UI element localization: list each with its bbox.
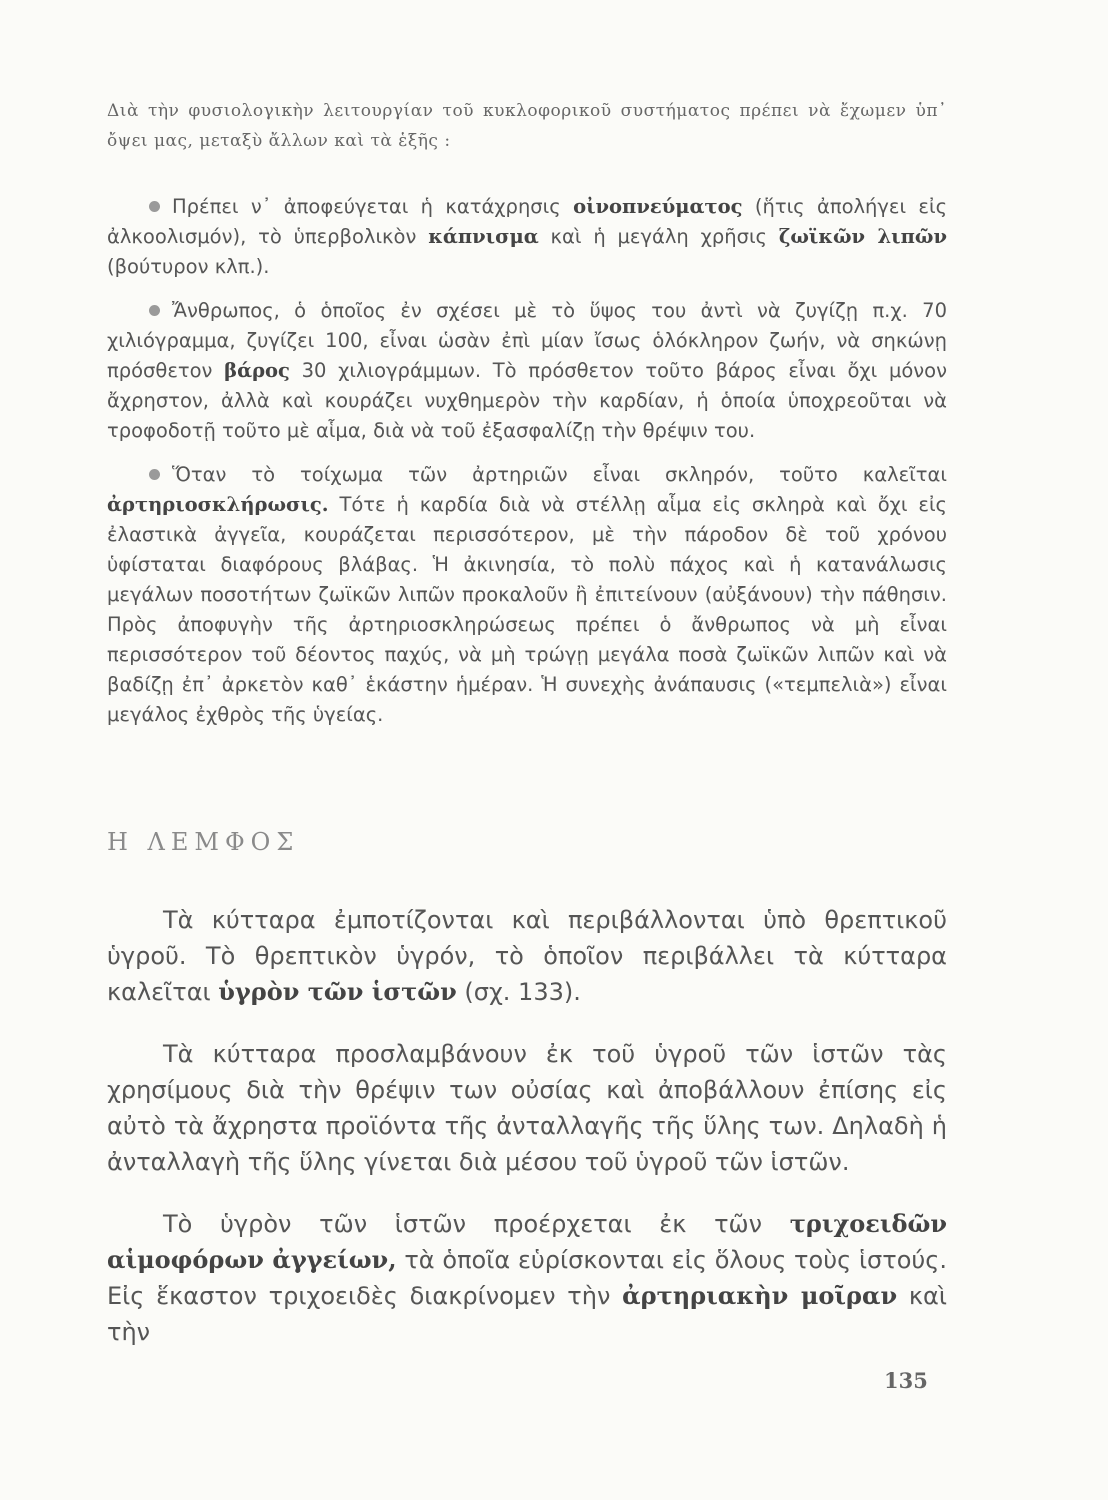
section-body [107,902,947,1376]
bullet-icon [149,305,160,316]
body-paragraph: Τὸ ὑγρὸν τῶν ἱστῶν προέρχεται ἐκ τῶν τριχοειδῶν αἱμοφόρων ἀγγείων, τὰ ὁποῖα εὑρίσκονται εἰς ὅλους τοὺς ἱστούς. Εἰς ἕκαστον τριχοειδὲς διακρίνομεν τὴν ἀρτηριακὴν μοῖραν καὶ τὴν [107,1209,948,1346]
section-title: Η ΛΕΜΦΟΣ [107,828,300,856]
bold-term: κάπνισμα [428,225,539,248]
bold-term: τριχοειδῶν αἱμοφόρων ἀγγείων, [107,1209,947,1274]
bullet-icon [149,201,160,212]
intro-paragraph: Διὰ τὴν φυσιολογικὴν λειτουργίαν τοῦ κυκλοφορικοῦ συστήματος πρέπει νὰ ἔχωμεν ὑπ᾿ ὄψει μας, μεταξὺ ἄλλων καὶ τὰ ἑξῆς : [107,101,947,151]
bold-term: ζωϊκῶν λιπῶν [778,225,947,248]
bullet-paragraph: Ἄνθρωπος, ὁ ὁποῖος ἐν σχέσει μὲ τὸ ὕψος του ἀντὶ νὰ ζυγίζῃ π.χ. 70 χιλιόγραμμα, ζυγίζει 100, εἶναι ὡσὰν ἐπὶ μίαν ἴσως ὁλόκληρον ζωήν, νὰ σηκώνῃ πρόσθετον βάρος 30 χιλιογράμμων. Τὸ πρόσθετον τοῦτο βάρος εἶναι ὄχι μόνον ἄχρηστον, ἀλλὰ καὶ κουράζει νυχθημερὸν τὴν καρδίαν, ἡ ὁποία ὑποχρεοῦται νὰ τροφοδοτῇ τοῦτο μὲ αἷμα, διὰ νὰ τοῦ ἐξασφαλίζῃ τὴν θρέψιν του. [107,299,948,442]
bold-term: ἀρτηριοσκλήρωσις. [107,493,329,516]
body-paragraph: Τὰ κύτταρα προσλαμβάνουν ἐκ τοῦ ὑγροῦ τῶν ἱστῶν τὰς χρησίμους διὰ τὴν θρέψιν των οὐσίας καὶ ἀποβάλλουν ἐπίσης εἰς αὐτὸ τὰ ἄχρηστα προϊόντα τῆς ἀνταλλαγῆς τῆς ὕλης των. Δηλαδὴ ἡ ἀνταλλαγὴ τῆς ὕλης γίνεται διὰ μέσου τοῦ ὑγροῦ τῶν ἱστῶν. [107,1040,947,1176]
bullet-icon [149,469,160,480]
bold-term: ὑγρὸν τῶν ἱστῶν [218,977,457,1006]
page-number: 135 [884,1368,928,1393]
bullet-paragraph: Ὅταν τὸ τοίχωμα τῶν ἀρτηριῶν εἶναι σκληρόν, τοῦτο καλεῖται ἀρτηριοσκλήρωσις. Τότε ἡ καρδία διὰ νὰ στέλλῃ αἷμα εἰς σκληρὰ καὶ ὄχι εἰς ἐλαστικὰ ἀγγεῖα, κουράζεται περισσότερον, μὲ τὴν πάροδον δὲ τοῦ χρόνου ὑφίσταται διαφόρους βλάβας. Ἡ ἀκινησία, τὸ πολὺ πάχος καὶ ἡ κατανάλωσις μεγάλων ποσοτήτων ζωϊκῶν λιπῶν προκαλοῦν ἢ ἐπιτείνουν (αὐξάνουν) τὴν πάθησιν. Πρὸς ἀποφυγὴν τῆς ἀρτηριοσκληρώσεως πρέπει ὁ ἄνθρωπος νὰ μὴ εἶναι περισσότερον τοῦ δέοντος παχύς, νὰ μὴ τρώγῃ μεγάλα ποσὰ ζωϊκῶν λιπῶν καὶ νὰ βαδίζῃ ἐπ᾿ ἀρκετὸν καθ᾿ ἑκάστην ἡμέραν. Ἡ συνεχὴς ἀνάπαυσις («τεμπελιὰ») εἶναι μεγάλος ἐχθρὸς τῆς ὑγείας. [107,463,947,726]
bold-term: οἰνοπνεύματος [573,195,743,218]
bullet-paragraph: Πρέπει ν᾿ ἀποφεύγεται ἡ κατάχρησις οἰνοπνεύματος (ἥτις ἀπολήγει εἰς ἀλκοολισμόν), τὸ ὑπερβολικὸν κάπνισμα καὶ ἡ μεγάλη χρῆσις ζωϊκῶν λιπῶν (βούτυρον κλπ.). [107,195,948,278]
bold-term: ἀρτηριακὴν μοῖραν [622,1281,898,1310]
bold-term: βάρος [224,359,290,382]
bullet-list [107,192,947,744]
body-paragraph: Τὰ κύτταρα ἐμποτίζονται καὶ περιβάλλονται ὑπὸ θρεπτικοῦ ὑγροῦ. Τὸ θρεπτικὸν ὑγρόν, τὸ ὁποῖον περιβάλλει τὰ κύτταρα καλεῖται ὑγρὸν τῶν ἱστῶν (σχ. 133). [107,906,947,1006]
